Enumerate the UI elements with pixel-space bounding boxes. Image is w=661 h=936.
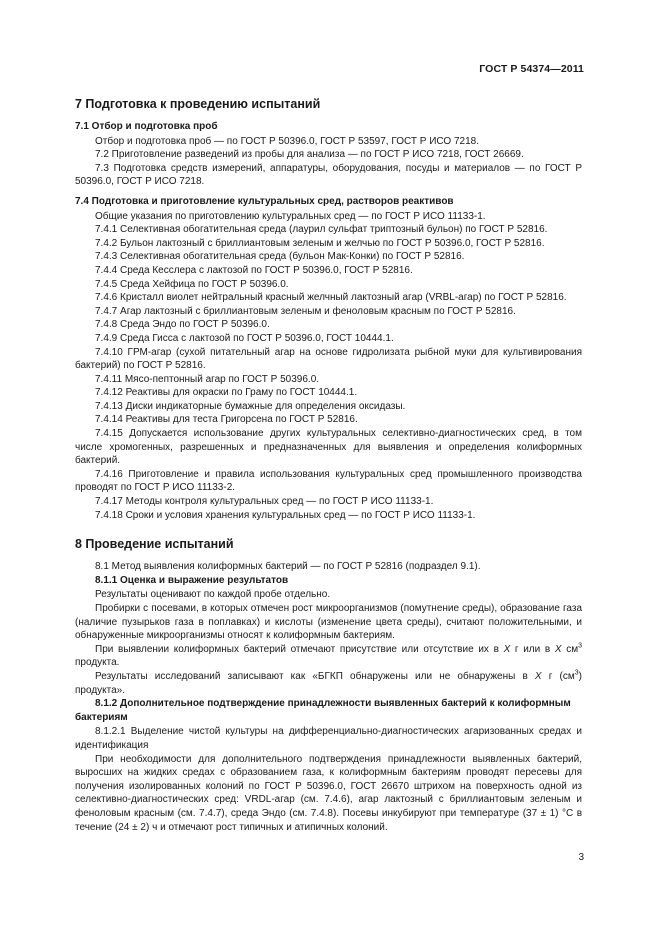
list-item: Общие указания по приготовлению культуральных сред — по ГОСТ Р ИСО 11133-1. xyxy=(95,210,486,222)
list-item: 7.4.6 Кристалл виолет нейтральный красный желчный лактозный агар (VRBL-агар) по ГОСТ Р 52816. xyxy=(95,292,567,304)
paragraph: Результаты исследований записывают как «БГКП обнаружены или не обнаружены в X г $(см^3)$ продукта». xyxy=(75,669,582,696)
list-item: 7.4.9 Среда Гисса с лактозой по ГОСТ Р 50396.0, ГОСТ 10444.1. xyxy=(95,332,394,344)
paragraph: 7.3 Подготовка средств измерений, аппаратуры, оборудования, посуды и материалов — по ГОСТ Р 50396.0, ГОСТ Р ИСО 7218. xyxy=(75,162,582,188)
paragraph: При выявлении колиформных бактерий отмечают присутствие или отсутствие их в X г или в X $см^3$ продукта. xyxy=(75,642,582,669)
list-item: 7.4.13 Диски индикаторные бумажные для определения оксидазы. xyxy=(95,400,406,412)
list-item: 7.4.7 Агар лактозный с бриллиантовым зеленым и феноловым красным по ГОСТ Р 52816. xyxy=(95,305,516,317)
paragraph: 7.2 Приготовление разведений из пробы для анализа — по ГОСТ Р ИСО 7218, ГОСТ 26669. xyxy=(95,149,524,161)
paragraph: 8.1.2.1 Выделение чистой культуры на дифференциально-диагностических агаризованных средах и идентификация xyxy=(75,726,582,751)
subsection-8-1-1-title: 8.1.1 Оценка и выражение результатов xyxy=(95,574,289,586)
list-item: 7.4.4 Среда Кесслера с лактозой по ГОСТ Р 50396.0, ГОСТ Р 52816. xyxy=(95,264,413,276)
list-item: 7.4.18 Сроки и условия хранения культуральных сред — по ГОСТ Р ИСО 11133-1. xyxy=(95,509,476,521)
list-item: 7.4.11 Мясо-пептонный агар по ГОСТ Р 50396.0. xyxy=(95,373,320,385)
page-number: 3 xyxy=(578,852,584,863)
paragraph: Результаты оценивают по каждой пробе отдельно. xyxy=(95,589,331,601)
subsection-7-1-title: 7.1 Отбор и подготовка проб xyxy=(75,121,218,132)
list-item: 7.4.2 Бульон лактозный с бриллиантовым зеленым и желчью по ГОСТ Р 50396.0, ГОСТ Р 52816. xyxy=(95,237,545,249)
paragraph: Пробирки с посевами, в которых отмечен рост микроорганизмов (помутнение среды), образование газа (наличие пузырьков газа в поплавках) и кислоты (изменение цвета среды), считают положительными, и обнаруженные микроорганизмы относят к колиформным бактериям. xyxy=(75,603,582,642)
list-item: 7.4.1 Селективная обогатительная среда (лаурил сульфат триптозный бульон) по ГОСТ Р 52816. xyxy=(95,224,548,236)
document-body xyxy=(75,96,582,834)
paragraph: Отбор и подготовка проб — по ГОСТ Р 50396.0, ГОСТ Р 53597, ГОСТ Р ИСО 7218. xyxy=(95,135,479,147)
list-item: 7.4.10 ГРМ-агар (сухой питательный агар на основе гидролизата рыбной муки для культивирования бактерий) по ГОСТ Р 52816. xyxy=(75,346,582,372)
paragraph: 8.1 Метод выявления колиформных бактерий — по ГОСТ Р 52816 (подраздел 9.1). xyxy=(95,561,481,573)
list-item: 7.4.3 Селективная обогатительная среда (бульон Мак-Конки) по ГОСТ Р 52816. xyxy=(95,251,465,263)
subsection-8-1-2-title: 8.1.2 Дополнительное подтверждение принадлежности выявленных бактерий к колиформным бактериям xyxy=(75,698,571,723)
list-item: 7.4.16 Приготовление и правила использования культуральных сред промышленного производства проводят по ГОСТ Р ИСО 11133-2. xyxy=(75,468,582,494)
subsection-7-4-title: 7.4 Подготовка и приготовление культуральных сред, растворов реактивов xyxy=(75,195,454,207)
list-item: 7.4.8 Среда Эндо по ГОСТ Р 50396.0. xyxy=(95,319,270,331)
section-7-title: 7 Подготовка к проведению испытаний xyxy=(75,97,321,111)
document-id-header: ГОСТ Р 54374—2011 xyxy=(479,63,584,75)
list-item: 7.4.15 Допускается использование других культуральных селективно-диагностических сред, в том числе хромогенных, разрешенных и предназначенных для выявления и определения колиформных бактерий. xyxy=(75,428,582,467)
list-item: 7.4.5 Среда Хейфица по ГОСТ Р 50396.0. xyxy=(95,278,289,290)
list-item: 7.4.12 Реактивы для окраски по Граму по ГОСТ 10444.1. xyxy=(95,387,358,399)
section-8-title: 8 Проведение испытаний xyxy=(75,537,234,552)
list-item: 7.4.17 Методы контроля культуральных сред — по ГОСТ Р ИСО 11133-1. xyxy=(95,496,434,508)
list-item: 7.4.14 Реактивы для теста Григорсена по ГОСТ Р 52816. xyxy=(95,414,358,426)
paragraph: При необходимости для дополнительного подтверждения принадлежности выявленных бактерий, выросших на жидких средах с образованием газа, к колиформным бактериям проводят пересевы для получения изолированных колоний по ГОСТ Р 50396.0, ГОСТ 26670 штрихом на поверхность одной из селективно-диагностических сред: VRDL-агар (см. 7.4.6), агар лактозный с бриллиантовым зеленым и феноловым красным (см. 7.4.7), среда Эндо (см. 7.4.8). Посевы инкубируют при температуре (37 ± 1) °С в течение (24 ± 2) ч и отмечают рост типичных и атипичных колоний. xyxy=(75,753,582,833)
